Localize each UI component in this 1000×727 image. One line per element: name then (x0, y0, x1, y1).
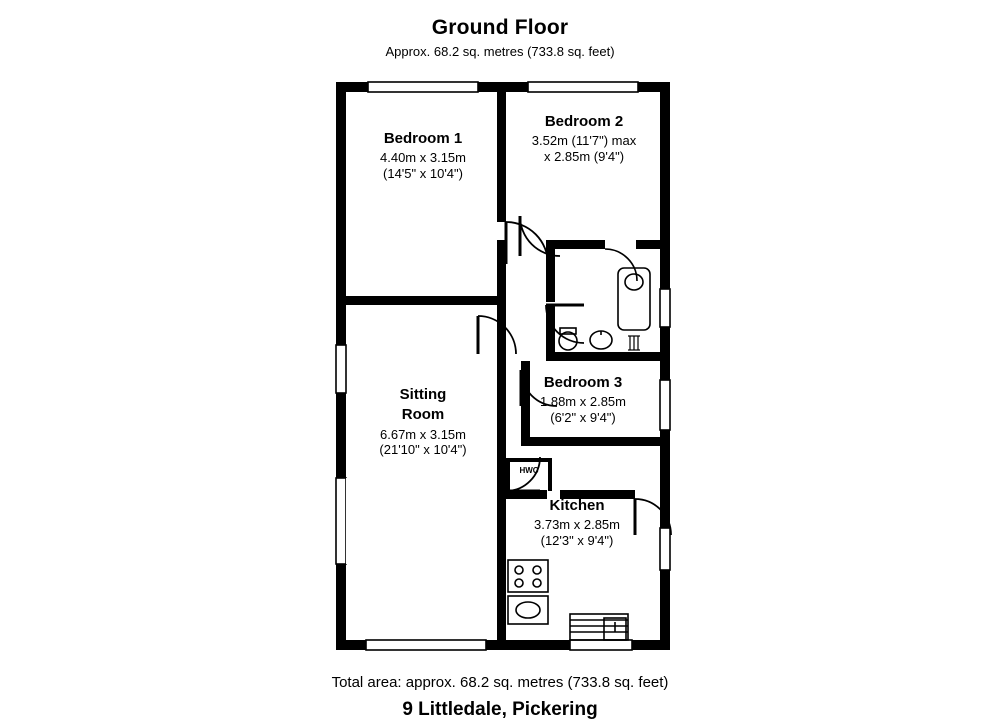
property-address: 9 Littledale, Pickering (402, 699, 598, 720)
room-label-kitchen: Kitchen 3.73m x 2.85m (12'3" x 9'4") (534, 497, 620, 549)
page-title: Ground Floor (431, 16, 569, 39)
kitchen-fixtures (508, 560, 628, 640)
sitting-room-fixture (346, 478, 356, 564)
room-label-bedroom-2: Bedroom 2 3.52m (11'7") max x 2.85m (9'4") (531, 113, 637, 165)
room-label-bedroom-3: Bedroom 3 1.88m x 2.85m (6'2" x 9'4") (540, 374, 626, 426)
appliance-icon (604, 618, 626, 640)
cupboard-label-hwc: HWC (519, 466, 539, 475)
room-label-bedroom-1: Bedroom 1 4.40m x 3.15m (14'5" x 10'4") (380, 130, 466, 182)
total-area-text: Total area: approx. 68.2 sq. metres (733.8 sq. feet) (331, 674, 669, 691)
radiator-icon (628, 336, 640, 350)
floor-area-subtitle: Approx. 68.2 sq. metres (733.8 sq. feet) (385, 44, 615, 59)
bathtub-icon (618, 268, 650, 330)
floorplan-footer (0, 674, 1000, 721)
room-label-sitting-room: Sitting Room 6.67m x 3.15m (21'10" x 10'4") (379, 386, 467, 458)
kitchen-sink-icon (508, 596, 548, 624)
sink-icon (590, 331, 612, 349)
hob-icon (508, 560, 548, 592)
